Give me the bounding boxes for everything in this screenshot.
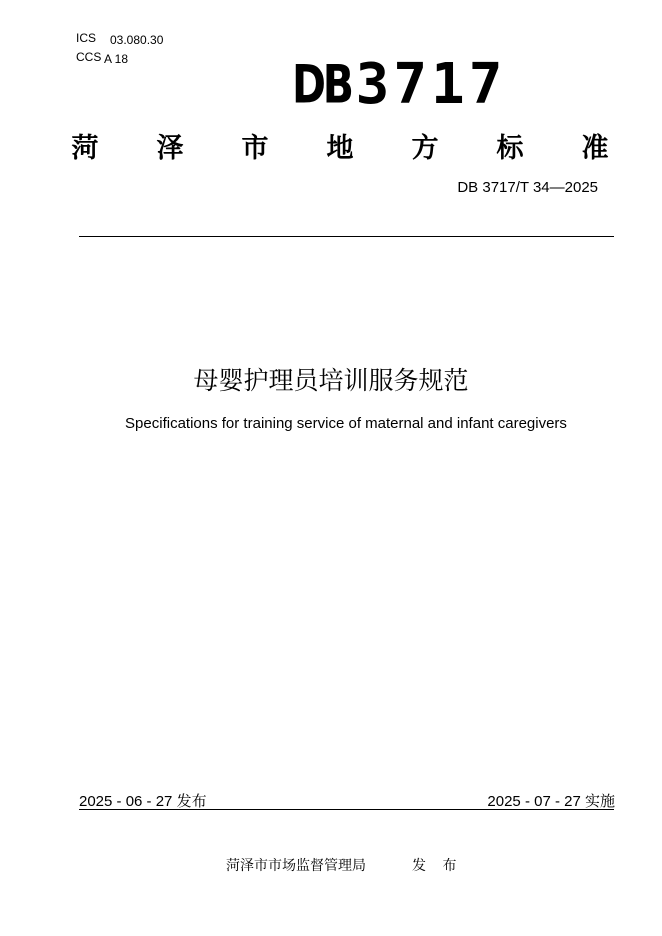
implement-date: 2025 - 07 - 27 [487,793,581,810]
standard-type-title [70,126,610,165]
bottom-divider [79,809,614,810]
ics-label: ICS [76,31,97,45]
db-logo-prefix: DB [292,54,351,115]
implement-date-line [487,790,615,811]
title-char: 方 [411,133,439,164]
issue-label: 发布 [176,792,207,810]
document-title-en: Specifications for training service of maternal and infant caregivers [125,415,567,432]
ccs-code: A 18 [104,52,129,66]
title-char: 标 [496,133,524,164]
top-divider [79,236,614,237]
standard-number: DB 3717/T 34—2025 [457,179,598,196]
issue-date-line [79,790,207,811]
db-logo-number: 3717 [355,52,507,117]
ccs-label: CCS [76,50,102,64]
title-char: 市 [241,133,269,164]
db-logo [292,52,507,117]
title-char: 泽 [156,133,184,164]
issue-date: 2025 - 06 - 27 [79,793,173,810]
publish-label: 发 布 [412,858,463,874]
publisher: 菏泽市市场监督管理局 [226,858,366,874]
title-char: 菏 [71,133,99,164]
implement-label: 实施 [584,792,615,810]
ics-code: 03.080.30 [110,33,164,47]
title-char: 准 [581,133,609,164]
document-title-cn: 母婴护理员培训服务规范 [193,366,469,395]
title-char: 地 [326,133,354,164]
